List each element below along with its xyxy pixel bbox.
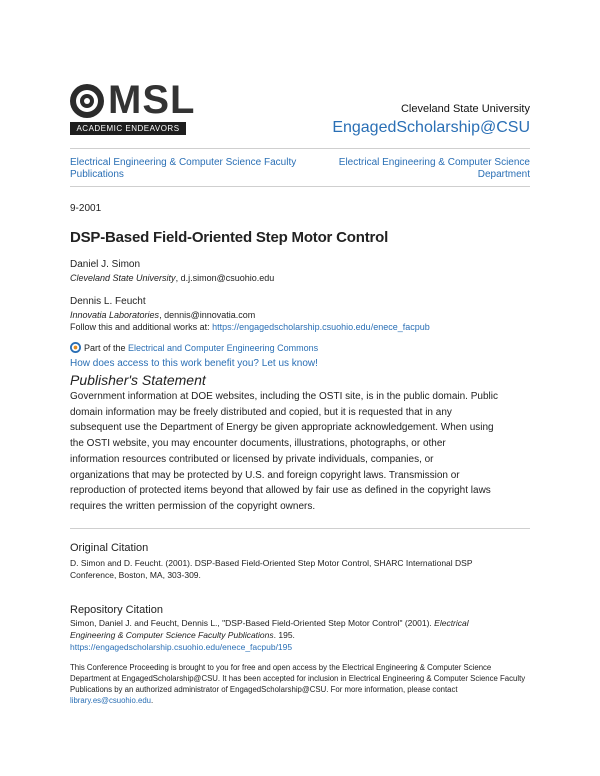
- section-heading: Publisher's Statement: [70, 372, 206, 388]
- section-heading: Original Citation: [70, 542, 149, 554]
- collection-link-department[interactable]: Electrical Engineering & Computer Science Department: [338, 157, 530, 180]
- seal-icon: [68, 82, 106, 120]
- original-citation-text: D. Simon and D. Feucht. (2001). DSP-Based Field-Oriented Step Motor Control, SHARC International DSP Conference, Boston, MA, 303-309.: [70, 558, 473, 580]
- logo-text: MSL: [108, 78, 196, 122]
- repository-link[interactable]: EngagedScholarship@CSU: [332, 119, 530, 136]
- publication-date: 9-2001: [70, 203, 102, 214]
- repository-citation-text: Simon, Daniel J. and Feucht, Dennis L., "DSP-Based Field-Oriented Step Motor Control" (2001). Electrical Engineering & Computer Science Faculty Publications. 195. https://engagedscholarship.csuohio.edu/enece_facpub/195: [70, 617, 530, 653]
- section-heading: Repository Citation: [70, 604, 163, 616]
- follow-line: Follow this and additional works at: https://engagedscholarship.csuohio.edu/enece_facpub: [70, 322, 430, 332]
- follow-link[interactable]: https://engagedscholarship.csuohio.edu/enece_facpub: [212, 322, 430, 332]
- university-name: Cleveland State University: [400, 103, 530, 115]
- author-affiliation: Innovatia Laboratories, dennis@innovatia.com: [70, 310, 256, 320]
- part-of-line: Part of the Electrical and Computer Engineering Commons: [70, 342, 318, 353]
- repository-citation-link[interactable]: https://engagedscholarship.csuohio.edu/enece_facpub/195: [70, 642, 293, 652]
- divider: [70, 148, 530, 149]
- collection-link-faculty-publications[interactable]: Electrical Engineering & Computer Science Faculty Publications: [70, 157, 297, 180]
- logo-tagline: ACADEMIC ENDEAVORS: [70, 122, 186, 135]
- divider: [70, 186, 530, 187]
- contact-email-link[interactable]: library.es@csuohio.edu: [70, 696, 152, 705]
- page-title: DSP-Based Field-Oriented Step Motor Control: [70, 229, 389, 246]
- commons-link[interactable]: Electrical and Computer Engineering Commons: [128, 343, 319, 353]
- network-icon: [70, 342, 81, 353]
- msl-logo: [68, 78, 196, 140]
- author-name: Daniel J. Simon: [70, 259, 141, 270]
- divider: [70, 528, 530, 529]
- footer-note: This Conference Proceeding is brought to you for free and open access by the Electrical Engineering & Computer Science Department at EngagedScholarship@CSU. It has been accepted for inclusion in Electrical Engineering & Computer Science Faculty Publications by an authorized administrator of EngagedScholarship@CSU. For more information, please contact library.es@csuohio.edu.: [70, 663, 526, 705]
- publisher-statement-text: Government information at DOE websites, including the OSTI site, is in the public domain. Public domain information may be freely distributed and copied, but it is requested that in any subsequent use the Department of Energy be given appropriate acknowledgement. When using the OSTI website, you may encounter documents, illustrations, photographs, or other information resources contributed or licensed by private individuals, companies, or organizations that may be protected by U.S. and foreign copyright laws. Transmission or reproduction of protected items beyond that allowed by fair use as defined in the copyright laws requires the written permission of the copyright owners.: [70, 391, 498, 512]
- author-name: Dennis L. Feucht: [70, 296, 146, 307]
- author-affiliation: Cleveland State University, d.j.simon@csuohio.edu: [70, 273, 275, 283]
- feedback-link[interactable]: How does access to this work benefit you? Let us know!: [70, 358, 318, 369]
